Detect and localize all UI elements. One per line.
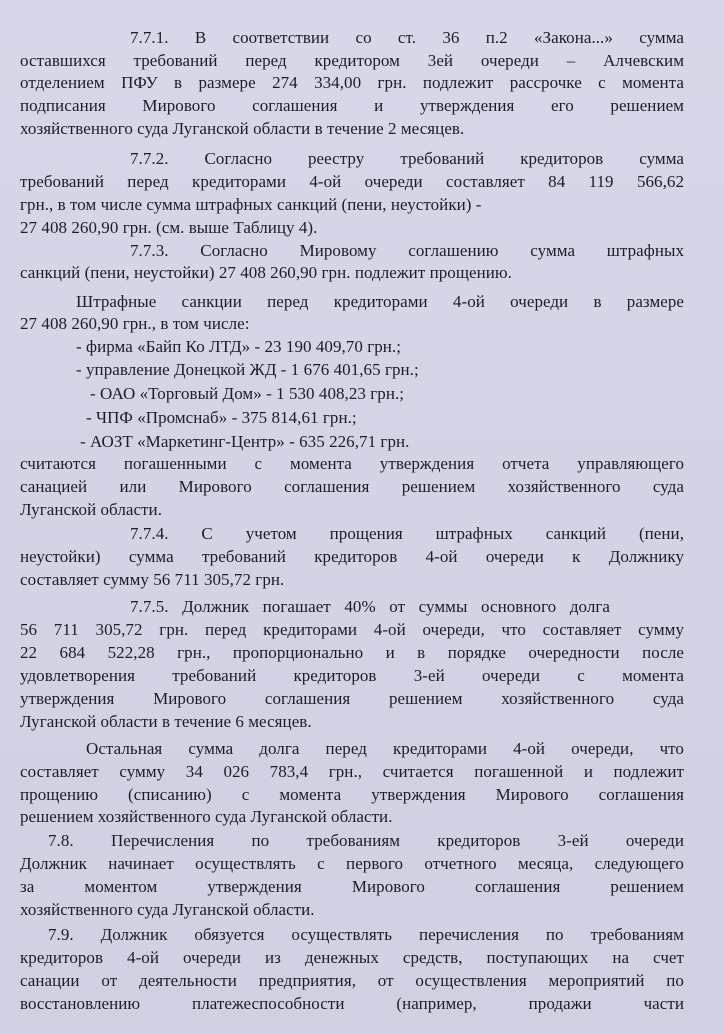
text-line: хозяйственного суда Луганской области в течение 2 месяцев. (20, 119, 465, 138)
text-line: санацией или Мирового соглашения решением хозяйственного суда (20, 477, 684, 496)
list-item: - АОЗТ «Маркетинг-Центр» - 635 226,71 грн. (80, 432, 410, 451)
text-line: неустойки) сумма требований кредиторов 4-ой очереди к Должнику (20, 547, 684, 566)
text-line: составляет сумму 34 026 783,4 грн., считается погашенной и подлежит (20, 762, 684, 781)
text-line: удовлетворения требований кредиторов 3-ей очереди с момента (20, 666, 684, 685)
text-line: 7.9. Должник обязуется осуществлять перечисления по требованиям (48, 925, 684, 944)
text-line: требований перед кредиторами 4-ой очереди составляет 84 119 566,62 (20, 172, 684, 191)
text-line: Луганской области в течение 6 месяцев. (20, 712, 312, 731)
text-line: решением хозяйственного суда Луганской области. (20, 807, 393, 826)
text-line: Должник начинает осуществлять с первого отчетного месяца, следующего (20, 854, 684, 873)
text-line: оставшихся требований перед кредитором 3ей очереди – Алчевским (20, 51, 684, 70)
list-item: - ОАО «Торговый Дом» - 1 530 408,23 грн.; (90, 384, 405, 403)
list-item: - фирма «Байп Ко ЛТД» - 23 190 409,70 грн.; (76, 337, 401, 356)
text-line: 27 408 260,90 грн., в том числе: (20, 314, 250, 333)
text-line: Остальная сумма долга перед кредиторами 4-ой очереди, что (86, 739, 684, 758)
text-line: Луганской области. (20, 500, 162, 519)
text-line: 7.7.5. Должник погашает 40% от суммы основного долга (130, 597, 610, 616)
text-line: Штрафные санкции перед кредиторами 4-ой очереди в размере (76, 292, 684, 311)
text-line: санации от деятельности предприятия, от осуществления мероприятий по (20, 971, 684, 990)
list-item: - управление Донецкой ЖД - 1 676 401,65 грн.; (76, 360, 419, 379)
text-line: подписания Мирового соглашения и утверждения его решением (20, 96, 684, 115)
text-line: 7.7.4. С учетом прощения штрафных санкций (пени, (130, 524, 684, 543)
text-line: составляет сумму 56 711 305,72 грн. (20, 570, 285, 589)
text-line: отделением ПФУ в размере 274 334,00 грн. подлежит рассрочке с момента (20, 73, 684, 92)
text-line: 27 408 260,90 грн. (см. выше Таблицу 4). (20, 218, 318, 237)
text-line: кредиторов 4-ой очереди из денежных средств, поступающих на счет (20, 948, 684, 967)
text-line: 7.7.2. Согласно реестру требований кредиторов сумма (130, 149, 684, 168)
list-item: - ЧПФ «Промснаб» - 375 814,61 грн.; (86, 408, 357, 427)
text-line: 22 684 522,28 грн., пропорционально и в порядке очередности после (20, 643, 684, 662)
text-line: 56 711 305,72 грн. перед кредиторами 4-ой очереди, что составляет сумму (20, 620, 684, 639)
text-line: 7.7.1. В соответствии со ст. 36 п.2 «Закона...» сумма (130, 28, 684, 47)
text-line: хозяйственного суда Луганской области. (20, 900, 315, 919)
text-line: восстановлению платежеспособности (например, продажи части (20, 994, 684, 1013)
text-line: прощению (списанию) с момента утверждения Мирового соглашения (20, 785, 684, 804)
text-line: 7.7.3. Согласно Мировому соглашению сумма штрафных (130, 241, 684, 260)
text-line: 7.8. Перечисления по требованиям кредиторов 3-ей очереди (48, 831, 684, 850)
text-line: утверждения Мирового соглашения решением хозяйственного суда (20, 689, 684, 708)
text-line: считаются погашенными с момента утверждения отчета управляющего (20, 454, 684, 473)
text-line: за моментом утверждения Мирового соглашения решением (20, 877, 684, 896)
text-line: грн., в том числе сумма штрафных санкций (пени, неустойки) - (20, 195, 482, 214)
text-line: санкций (пени, неустойки) 27 408 260,90 грн. подлежит прощению. (20, 263, 512, 282)
